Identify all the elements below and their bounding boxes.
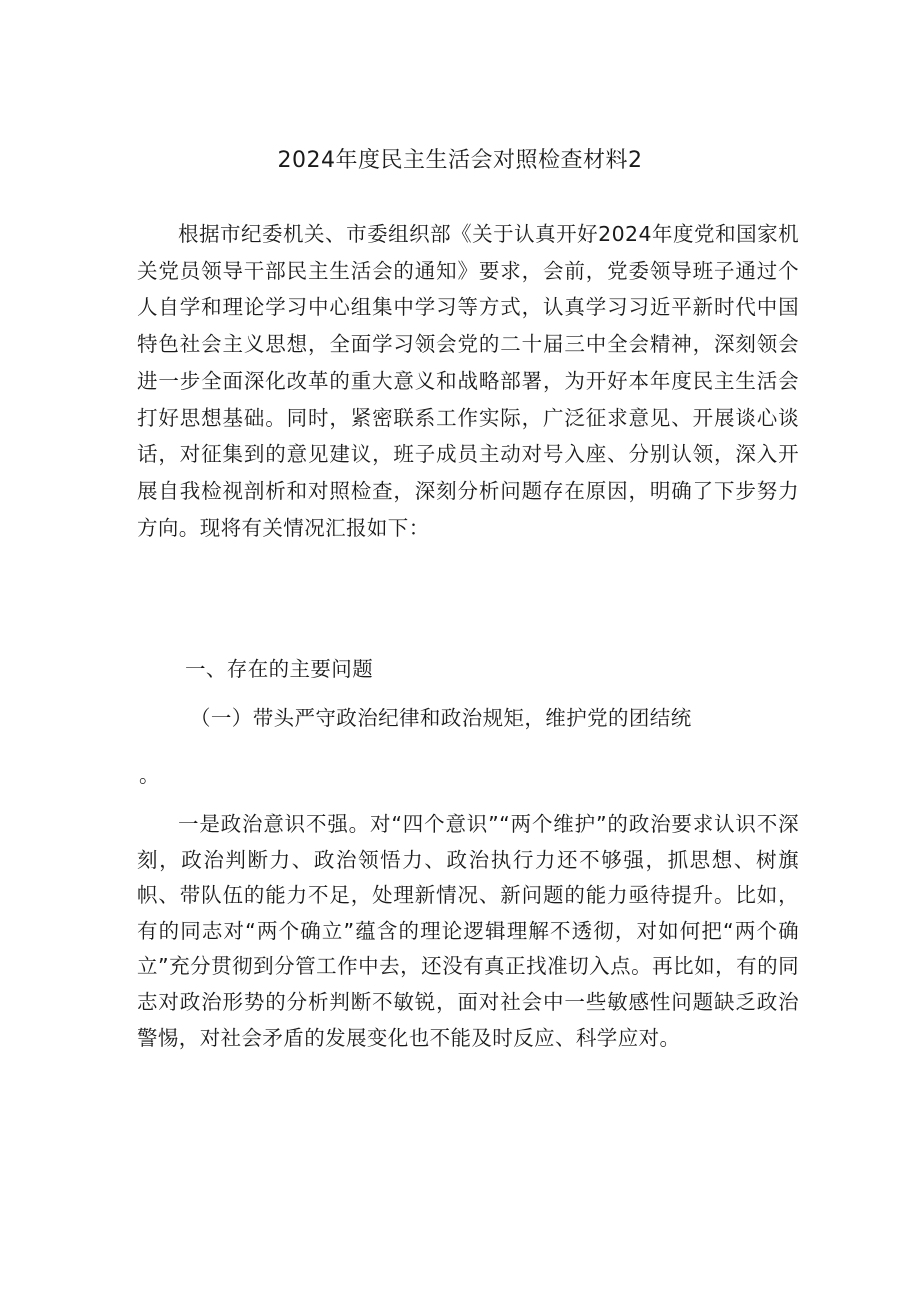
subsection-heading-continued: 。 xyxy=(139,763,160,787)
section-heading: 一、存在的主要问题 xyxy=(185,657,374,681)
point-paragraph: 一是政治意识不强。对“四个意识”“两个维护”的政治要求认识不深刻，政治判断力、政治领悟力、政治执行力还不够强，抓思想、树旗帜、带队伍的能力不足，处理新情况、新问题的能力亟待提升。比如，有的同志对“两个确立”蕴含的理论逻辑理解不透彻，对如何把“两个确立”充分贯彻到分管工作中去，还没有真正找准切入点。再比如，有的同志对政治形势的分析判断不敏锐，面对社会中一些敏感性问题缺乏政治警惕，对社会矛盾的发展变化也不能及时反应、科学应对。 xyxy=(137,812,799,1050)
intro-paragraph: 根据市纪委机关、市委组织部《关于认真开好2024年度党和国家机关党员领导干部民主生活会的通知》要求，会前，党委领导班子通过个人自学和理论学习中心组集中学习等方式，认真学习习近平新时代中国特色社会主义思想，全面学习领会党的二十届三中全会精神，深刻领会进一步全面深化改革的重大意义和战略部署，为开好本年度民主生活会打好思想基础。同时，紧密联系工作实际，广泛征求意见、开展谈心谈话，对征集到的意见建议，班子成员主动对号入座、分别认领，深入开展自我检视剖析和对照检查，深刻分析问题存在原因，明确了下步努力方向。现将有关情况汇报如下： xyxy=(137,222,799,540)
document-title: 2024年度民主生活会对照检查材料2 xyxy=(277,148,643,173)
subsection-heading: （一）带头严守政治纪律和政治规矩，维护党的团结统 xyxy=(190,706,692,730)
